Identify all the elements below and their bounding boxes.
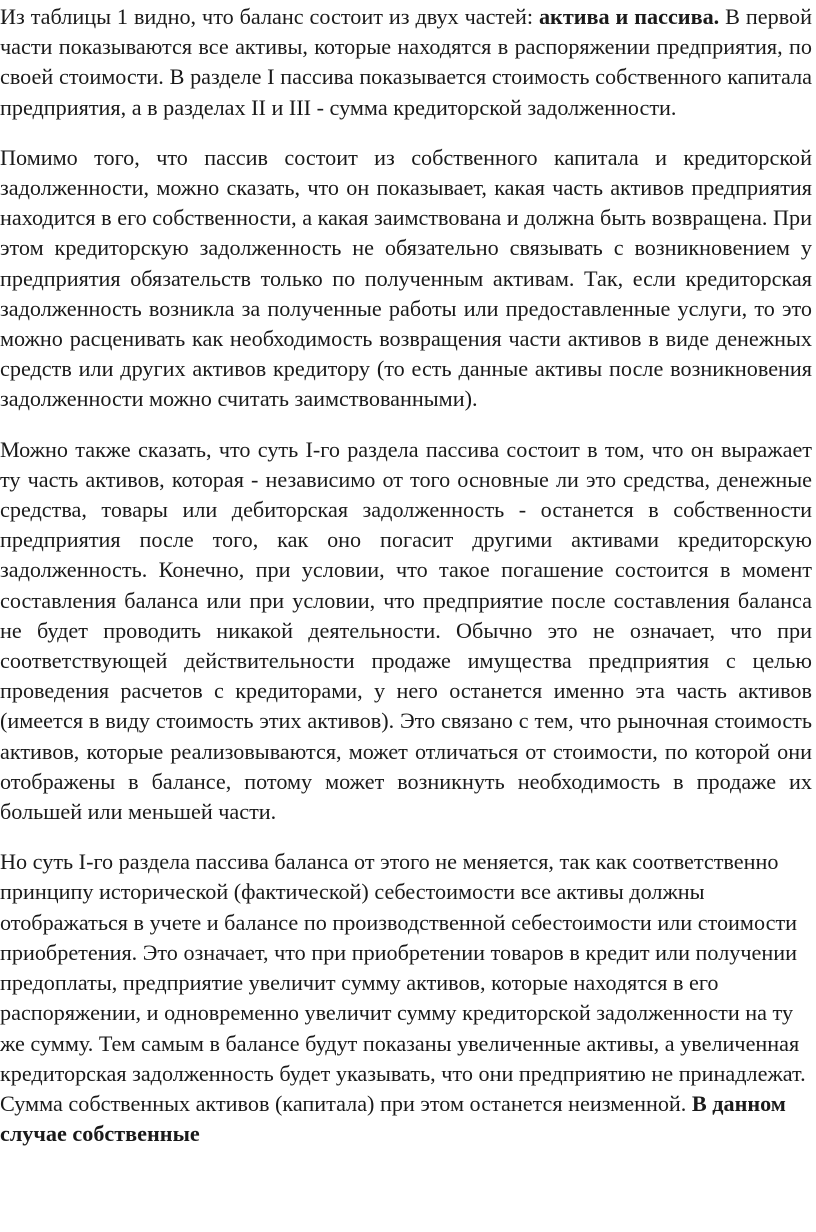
bold-phrase: актива и пассива. [538,4,720,29]
paragraph-text: Из таблицы 1 видно, что баланс состоит из двух частей: [0,4,539,29]
paragraph-liabilities: Помимо того, что пассив состоит из собственного капитала и кредиторской задолженности, можно сказать, что он показывает, какая часть активов предприятия находится в его собственности, а какая заимствована и должна быть возвращена. При этом кредиторскую задолженность не обязательно связывать с возникновением у предприятия обязательств только по полученным активам. Так, если кредиторская задолженность возникла за полученные работы или предоставленные услуги, то это можно расценивать как необходимость возвращения части активов в виде денежных средств или других активов кредитору (то есть данные активы после возникновения задолженности можно считать заимствованными). [0,144,812,412]
paragraph-historical-cost [0,847,812,1149]
paragraph-text: В первой части показываются все активы, которые находятся в распоряжении предприятия, по своей стоимости. В разделе I пассива показывается стоимость собственного капитала предприятия, а в разделах II и III - сумма кредиторской задолженности. [0,4,812,120]
paragraph-balance-structure [0,2,812,123]
paragraph-section-one-essence: Можно также сказать, что суть I-го раздела пассива состоит в том, что он выражает ту часть активов, которая - независимо от того основные ли это средства, денежные средства, товары или дебиторская задолженность - останется в собственности предприятия после того, как оно погасит другими активами кредиторскую задолженность. Конечно, при условии, что такое погашение состоится в момент составления баланса или при условии, что предприятие после составления баланса не будет проводить никакой деятельности. Обычно это не означает, что при соответствующей действительности продаже имущества предприятия с целью проведения расчетов с кредиторами, у него останется именно эта часть активов (имеется в виду стоимость этих активов). Это связано с тем, что рыночная стоимость активов, которые реализовываются, может отличаться от стоимости, по которой они отображены в балансе, потому может возникнуть необходимость в продаже их большей или меньшей части. [0,436,812,825]
paragraph-text: Но суть I-го раздела пассива баланса от этого не меняется, так как соответственно принципу исторической (фактической) себестоимости все активы должны отображаться в учете и балансе по производственной себестоимости или стоимости приобретения. Это означает, что при приобретении товаров в кредит или получении предоплаты, предприятие увеличит сумму активов, которые находятся в его распоряжении, и одновременно увеличит сумму кредиторской задолженности на ту же сумму. Тем самым в балансе будут показаны увеличенные активы, а увеличенная кредиторская задолженность будет указывать, что они предприятию не принадлежат. Сумма собственных активов (капитала) при этом останется неизменной. [0,849,806,1116]
bold-phrase: В данном случае собственные [0,1090,786,1147]
